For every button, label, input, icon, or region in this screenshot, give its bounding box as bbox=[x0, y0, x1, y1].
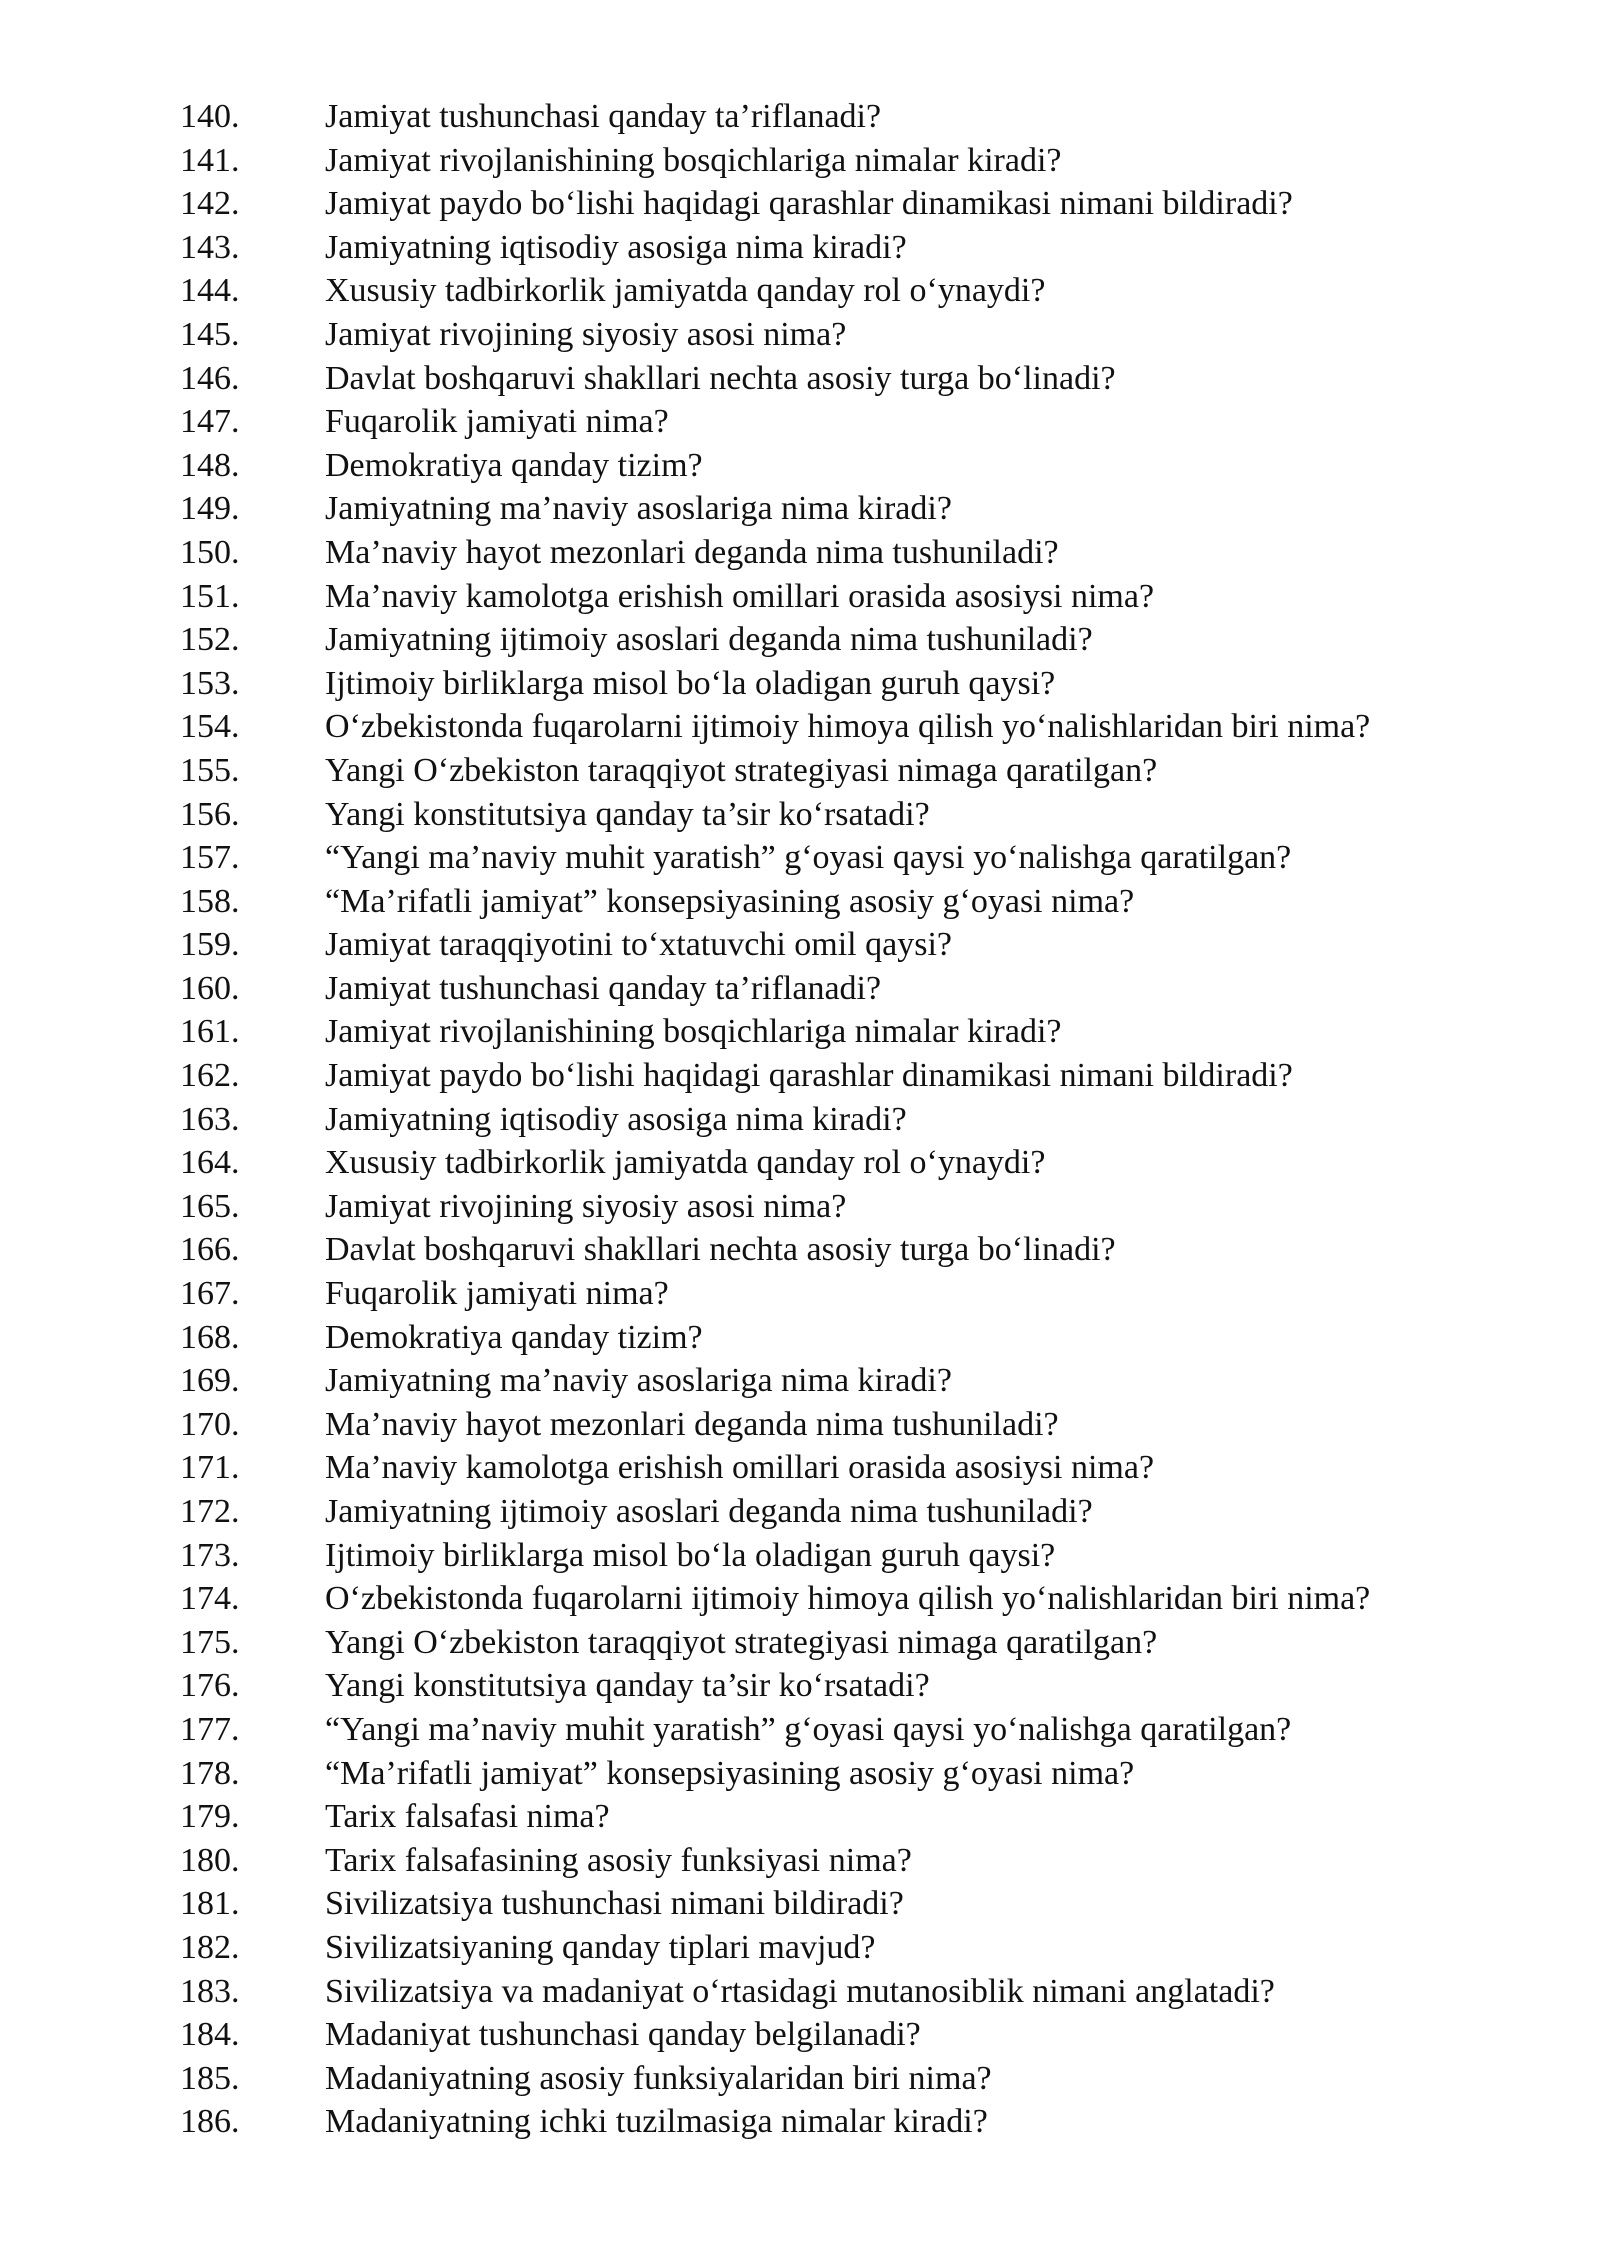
question-text: Yangi konstitutsiya qanday ta’sir ko‘rsatadi? bbox=[325, 1667, 930, 1705]
question-number: 166. bbox=[180, 1231, 240, 1269]
question-item bbox=[180, 1664, 1500, 1708]
question-item bbox=[180, 226, 1500, 270]
question-text: Jamiyatning ijtimoiy asoslari deganda nima tushuniladi? bbox=[325, 1493, 1093, 1530]
question-number: 172. bbox=[180, 1493, 240, 1530]
question-text: Ma’naviy kamolotga erishish omillari orasida asosiysi nima? bbox=[325, 1449, 1155, 1487]
question-item bbox=[180, 1926, 1500, 1970]
question-item bbox=[180, 1010, 1500, 1054]
question-text: Sivilizatsiya va madaniyat o‘rtasidagi mutanosiblik nimani anglatadi? bbox=[325, 1972, 1275, 2010]
question-item bbox=[180, 1708, 1500, 1752]
question-number: 148. bbox=[180, 446, 240, 484]
question-number: 178. bbox=[180, 1754, 240, 1792]
question-item bbox=[180, 269, 1500, 313]
question-number: 145. bbox=[180, 315, 240, 353]
question-text: “Yangi ma’naviy muhit yaratish” g‘oyasi qaysi yo‘nalishga qaratilgan? bbox=[325, 1710, 1292, 1748]
question-text: Yangi O‘zbekiston taraqqiyot strategiyasi nimaga qaratilgan? bbox=[325, 1623, 1158, 1661]
question-item bbox=[180, 662, 1500, 706]
question-text: Fuqarolik jamiyati nima? bbox=[325, 403, 669, 441]
question-text: Ma’naviy kamolotga erishish omillari orasida asosiysi nima? bbox=[325, 577, 1155, 615]
question-text: Tarix falsafasining asosiy funksiyasi nima? bbox=[325, 1841, 912, 1879]
question-number: 174. bbox=[180, 1580, 240, 1618]
question-number: 179. bbox=[180, 1798, 240, 1836]
question-number: 144. bbox=[180, 272, 240, 310]
question-number: 157. bbox=[180, 839, 240, 877]
question-item bbox=[180, 400, 1500, 444]
question-number: 160. bbox=[180, 969, 240, 1007]
question-text: Sivilizatsiyaning qanday tiplari mavjud? bbox=[325, 1928, 876, 1966]
question-text: Jamiyat paydo bo‘lishi haqidagi qarashlar dinamikasi nimani bildiradi? bbox=[325, 1057, 1293, 1095]
question-item bbox=[180, 1882, 1500, 1926]
question-item bbox=[180, 1359, 1500, 1403]
question-item bbox=[180, 880, 1500, 924]
question-item bbox=[180, 749, 1500, 793]
question-number: 155. bbox=[180, 751, 240, 789]
question-text: Xususiy tadbirkorlik jamiyatda qanday rol o‘ynaydi? bbox=[325, 272, 1046, 310]
question-text: Fuqarolik jamiyati nima? bbox=[325, 1275, 669, 1313]
question-number: 170. bbox=[180, 1405, 240, 1443]
question-text: Jamiyat tushunchasi qanday ta’riflanadi? bbox=[325, 969, 882, 1007]
question-item bbox=[180, 1272, 1500, 1316]
question-text: Jamiyat taraqqiyotini to‘xtatuvchi omil qaysi? bbox=[325, 926, 952, 964]
question-item bbox=[180, 313, 1500, 357]
question-number: 167. bbox=[180, 1275, 240, 1313]
question-text: Jamiyat rivojining siyosiy asosi nima? bbox=[325, 315, 847, 353]
question-text: Jamiyatning ma’naviy asoslariga nima kiradi? bbox=[325, 1362, 952, 1400]
question-number: 176. bbox=[180, 1667, 240, 1705]
question-item bbox=[180, 1839, 1500, 1883]
question-text: Jamiyatning iqtisodiy asosiga nima kiradi? bbox=[325, 228, 907, 266]
question-list bbox=[180, 95, 1500, 2144]
question-text: Demokratiya qanday tizim? bbox=[325, 1318, 703, 1356]
question-number: 158. bbox=[180, 882, 240, 920]
question-item bbox=[180, 1185, 1500, 1229]
question-item bbox=[180, 1141, 1500, 1185]
question-item bbox=[180, 1795, 1500, 1839]
question-text: Sivilizatsiya tushunchasi nimani bildiradi? bbox=[325, 1885, 904, 1923]
question-text: O‘zbekistonda fuqarolarni ijtimoiy himoya qilish yo‘nalishlaridan biri nima? bbox=[325, 1580, 1371, 1618]
question-text: Yangi O‘zbekiston taraqqiyot strategiyasi nimaga qaratilgan? bbox=[325, 751, 1158, 789]
question-number: 163. bbox=[180, 1100, 240, 1138]
question-item bbox=[180, 357, 1500, 401]
question-text: “Yangi ma’naviy muhit yaratish” g‘oyasi qaysi yo‘nalishga qaratilgan? bbox=[325, 839, 1292, 877]
question-number: 165. bbox=[180, 1187, 240, 1225]
question-item bbox=[180, 575, 1500, 619]
question-item bbox=[180, 1446, 1500, 1490]
question-item bbox=[180, 1098, 1500, 1142]
question-number: 151. bbox=[180, 577, 240, 615]
question-number: 140. bbox=[180, 98, 240, 135]
question-number: 143. bbox=[180, 228, 240, 266]
question-text: Ijtimoiy birliklarga misol bo‘la oladigan guruh qaysi? bbox=[325, 664, 1056, 702]
question-text: Jamiyatning ijtimoiy asoslari deganda nima tushuniladi? bbox=[325, 621, 1093, 659]
question-item bbox=[180, 1316, 1500, 1360]
question-item bbox=[180, 618, 1500, 662]
question-text: Jamiyatning ma’naviy asoslariga nima kiradi? bbox=[325, 490, 952, 528]
question-number: 156. bbox=[180, 795, 240, 833]
question-number: 161. bbox=[180, 1013, 240, 1051]
question-number: 175. bbox=[180, 1623, 240, 1661]
question-text: Davlat boshqaruvi shakllari nechta asosiy turga bo‘linadi? bbox=[325, 359, 1116, 397]
question-number: 177. bbox=[180, 1710, 240, 1748]
question-text: Xususiy tadbirkorlik jamiyatda qanday rol o‘ynaydi? bbox=[325, 1144, 1046, 1182]
question-text: “Ma’rifatli jamiyat” konsepsiyasining asosiy g‘oyasi nima? bbox=[325, 882, 1135, 920]
question-text: Demokratiya qanday tizim? bbox=[325, 446, 703, 484]
question-text: Madaniyat tushunchasi qanday belgilanadi? bbox=[325, 2016, 921, 2054]
question-number: 164. bbox=[180, 1144, 240, 1182]
question-item bbox=[180, 139, 1500, 183]
question-item bbox=[180, 1403, 1500, 1447]
question-text: Jamiyatning iqtisodiy asosiga nima kiradi? bbox=[325, 1100, 907, 1138]
question-number: 142. bbox=[180, 185, 240, 223]
question-number: 153. bbox=[180, 664, 240, 702]
question-item bbox=[180, 1621, 1500, 1665]
question-item bbox=[180, 2013, 1500, 2057]
question-number: 180. bbox=[180, 1841, 240, 1879]
question-number: 162. bbox=[180, 1057, 240, 1095]
question-item bbox=[180, 444, 1500, 488]
question-number: 149. bbox=[180, 490, 240, 528]
question-item bbox=[180, 2057, 1500, 2101]
question-text: Davlat boshqaruvi shakllari nechta asosiy turga bo‘linadi? bbox=[325, 1231, 1116, 1269]
question-number: 181. bbox=[180, 1885, 240, 1923]
question-text: Jamiyat rivojining siyosiy asosi nima? bbox=[325, 1187, 847, 1225]
question-text: Madaniyatning ichki tuzilmasiga nimalar kiradi? bbox=[325, 2103, 988, 2141]
question-number: 152. bbox=[180, 621, 240, 659]
question-number: 141. bbox=[180, 141, 240, 179]
question-text: Yangi konstitutsiya qanday ta’sir ko‘rsatadi? bbox=[325, 795, 930, 833]
question-text: Madaniyatning asosiy funksiyalaridan biri nima? bbox=[325, 2059, 992, 2097]
question-item bbox=[180, 1228, 1500, 1272]
question-item bbox=[180, 2100, 1500, 2144]
question-text: “Ma’rifatli jamiyat” konsepsiyasining asosiy g‘oyasi nima? bbox=[325, 1754, 1135, 1792]
question-text: Ma’naviy hayot mezonlari deganda nima tushuniladi? bbox=[325, 1405, 1059, 1443]
question-number: 183. bbox=[180, 1972, 240, 2010]
question-number: 169. bbox=[180, 1362, 240, 1400]
question-item bbox=[180, 1577, 1500, 1621]
question-item bbox=[180, 531, 1500, 575]
question-item bbox=[180, 967, 1500, 1011]
question-item bbox=[180, 95, 1500, 139]
question-item bbox=[180, 487, 1500, 531]
question-text: O‘zbekistonda fuqarolarni ijtimoiy himoya qilish yo‘nalishlaridan biri nima? bbox=[325, 708, 1371, 746]
question-number: 171. bbox=[180, 1449, 240, 1487]
question-text: Jamiyat rivojlanishining bosqichlariga nimalar kiradi? bbox=[325, 141, 1062, 179]
question-item bbox=[180, 705, 1500, 749]
question-text: Jamiyat rivojlanishining bosqichlariga nimalar kiradi? bbox=[325, 1013, 1062, 1051]
question-number: 173. bbox=[180, 1536, 240, 1574]
question-number: 184. bbox=[180, 2016, 240, 2054]
question-text: Jamiyat tushunchasi qanday ta’riflanadi? bbox=[325, 98, 882, 135]
question-item bbox=[180, 1490, 1500, 1534]
question-item bbox=[180, 1054, 1500, 1098]
question-number: 146. bbox=[180, 359, 240, 397]
question-number: 182. bbox=[180, 1928, 240, 1966]
question-item bbox=[180, 1970, 1500, 2014]
question-number: 150. bbox=[180, 533, 240, 571]
question-text: Tarix falsafasi nima? bbox=[325, 1798, 610, 1836]
question-item bbox=[180, 182, 1500, 226]
question-number: 185. bbox=[180, 2059, 240, 2097]
question-item bbox=[180, 923, 1500, 967]
question-number: 186. bbox=[180, 2103, 240, 2141]
question-number: 154. bbox=[180, 708, 240, 746]
question-item bbox=[180, 1534, 1500, 1578]
question-item bbox=[180, 836, 1500, 880]
question-number: 159. bbox=[180, 926, 240, 964]
question-text: Jamiyat paydo bo‘lishi haqidagi qarashlar dinamikasi nimani bildiradi? bbox=[325, 185, 1293, 223]
question-number: 168. bbox=[180, 1318, 240, 1356]
question-item bbox=[180, 793, 1500, 837]
question-item bbox=[180, 1752, 1500, 1796]
question-text: Ijtimoiy birliklarga misol bo‘la oladigan guruh qaysi? bbox=[325, 1536, 1056, 1574]
question-text: Ma’naviy hayot mezonlari deganda nima tushuniladi? bbox=[325, 533, 1059, 571]
question-number: 147. bbox=[180, 403, 240, 441]
